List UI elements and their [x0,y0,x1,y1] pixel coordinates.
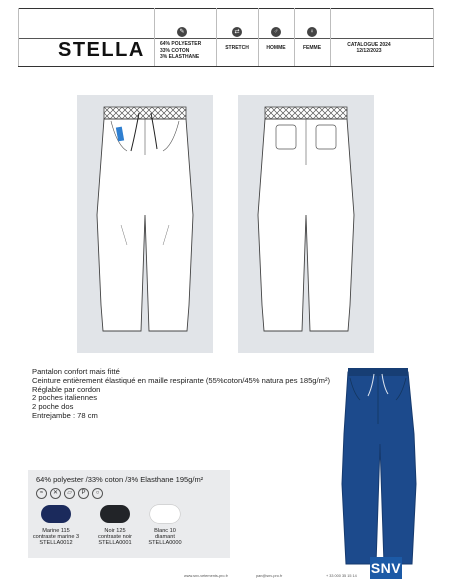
description-line: 2 poches italiennes [32,393,98,403]
composition-text: 64% polyester /33% coton /3% Elasthane 195g/m² [36,475,204,484]
header-divider [154,8,155,66]
stretch-label: STRETCH [225,45,249,51]
color-detail: contraste noir [98,534,132,541]
product-description [32,368,330,421]
header-bottom-rule [18,66,434,67]
back-sketch-panel [238,95,374,353]
color-label-blanc [130,528,200,547]
header-divider [433,8,434,66]
color-swatch-blanc [150,505,180,523]
catalogue-info [336,42,402,54]
color-name: Marine 115 [42,528,70,534]
header-divider [216,8,217,66]
color-swatch-marine [41,505,71,523]
color-detail: contraste marine 3 [32,534,80,541]
edit-icon: ✎ [177,27,187,37]
header-divider [294,8,295,66]
color-swatch-noir [100,505,130,523]
header-divider [330,8,331,66]
description-line: 2 poche dos [32,402,74,412]
color-ref: STELLA0012 [39,540,73,547]
stretch-icon: ⇄ [232,27,242,37]
description-line: Pantalon confort mais fitté [32,367,120,376]
footer-email: pan@snv-pro.fr [256,574,283,578]
header-divider [18,8,19,66]
header-divider [258,8,259,66]
composition-list [160,41,201,61]
catalogue-label: CATALOGUE 2024 [347,42,391,48]
care-symbols [36,488,103,499]
composition-line: 3% ELASTHANE [160,54,200,60]
dry-clean-icon: P [78,488,89,499]
description-line: Réglable par cordon [32,384,101,394]
color-name: Blanc 10 [154,528,176,534]
product-photo [332,364,424,570]
color-ref: STELLA0001 [98,540,132,547]
back-pants-drawing [238,95,374,353]
wash-30-icon: ≈ [36,488,47,499]
homme-label: HOMME [266,45,286,51]
iron-icon: ▱ [64,488,75,499]
man-icon: ♂ [271,27,281,37]
front-sketch-panel [77,95,213,353]
footer-phone: + 33 000 35 15 14 [326,574,357,578]
snv-logo: SNV [370,557,402,579]
header-top-rule [18,8,434,9]
product-header [18,8,434,66]
description-line: Entrejambe : 78 cm [32,410,98,420]
composition-line: 64% POLYESTER [160,41,202,47]
color-detail: diamant [155,534,175,541]
front-pants-drawing [77,95,213,353]
composition-line: 33% COTON [160,47,190,54]
femme-label: FEMME [302,45,322,51]
footer-website: www.snv-vetements-pro.fr [184,574,228,578]
no-bleach-icon: ✕ [50,488,61,499]
composition-box [28,470,230,558]
no-tumble-dry-icon: ○ [92,488,103,499]
color-name: Noir 125 [104,528,126,534]
product-name: STELLA [58,39,145,61]
catalogue-date: 12/12/2023 [356,48,382,54]
woman-icon: ♀ [307,27,317,37]
color-ref: STELLA0000 [148,540,182,547]
description-line: Ceinture entièrement élastiqué en maille respirante (55%coton/45% natura pes 185g/m²) [32,375,331,385]
